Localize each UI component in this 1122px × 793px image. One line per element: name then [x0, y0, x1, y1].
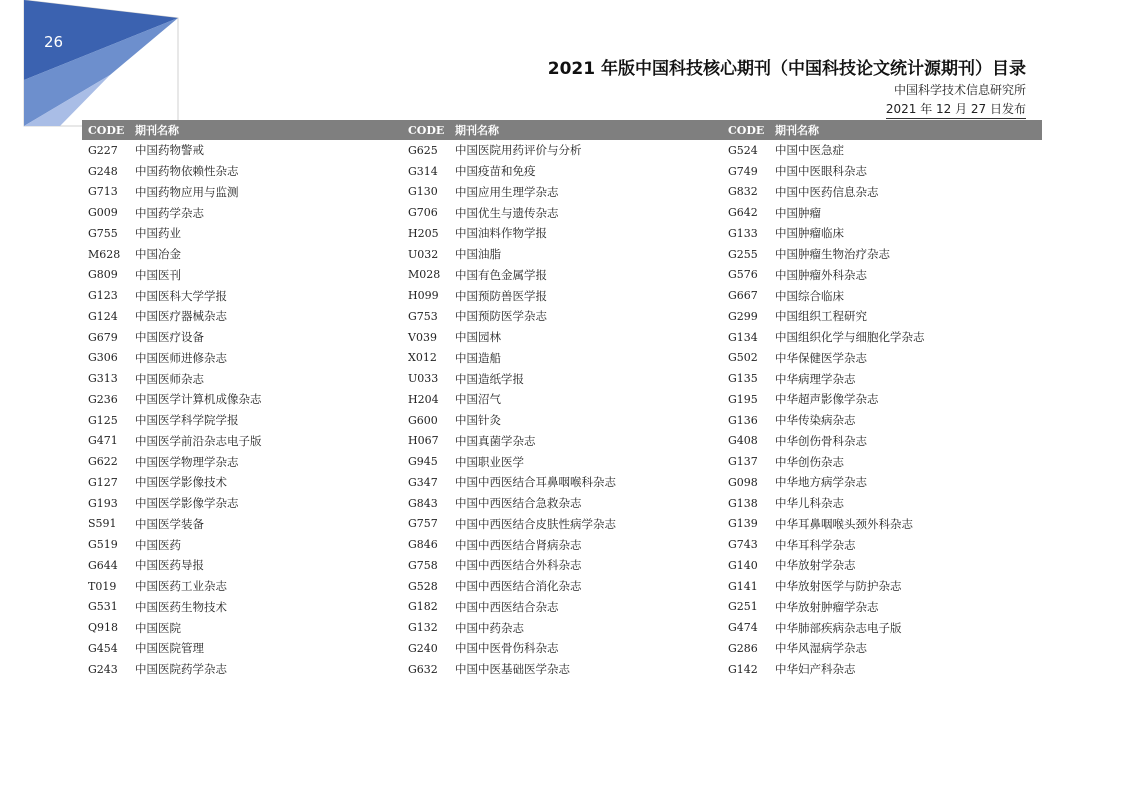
- table-row: [402, 555, 722, 576]
- table-row: [402, 306, 722, 327]
- header-name: 期刊名称: [775, 124, 819, 137]
- table-row: [82, 182, 402, 203]
- journal-code: G140: [728, 558, 758, 572]
- journal-name: 中国应用生理学杂志: [455, 184, 559, 199]
- table-row: [402, 389, 722, 410]
- journal-code: G454: [88, 641, 118, 655]
- journal-name: 中国中西医结合杂志: [455, 599, 559, 614]
- journal-code: Q918: [88, 621, 119, 635]
- journal-name: 中国中药杂志: [455, 620, 524, 635]
- table-row: [722, 368, 1042, 389]
- journal-name: 中国医刊: [135, 267, 181, 282]
- journal-name: 中国职业医学: [455, 454, 524, 469]
- journal-name: 中国冶金: [135, 247, 181, 262]
- table-row: [722, 617, 1042, 638]
- journal-code: G132: [408, 621, 438, 635]
- journal-code: H099: [408, 289, 439, 303]
- journal-code: H204: [408, 392, 439, 406]
- journal-name: 中华放射肿瘤学杂志: [775, 599, 879, 614]
- table-row: [402, 244, 722, 265]
- table-row: [722, 244, 1042, 265]
- journal-code: G474: [728, 621, 758, 635]
- journal-name: 中国医学影像技术: [135, 475, 227, 490]
- journal-code: G625: [408, 143, 438, 157]
- journal-name: 中国医学计算机成像杂志: [135, 392, 262, 407]
- table-row: [722, 431, 1042, 452]
- table-row: [82, 493, 402, 514]
- table-row: [82, 244, 402, 265]
- journal-code: G137: [728, 455, 758, 469]
- journal-code: G749: [728, 164, 758, 178]
- table-row: [402, 617, 722, 638]
- journal-name: 中国中西医结合外科杂志: [455, 558, 582, 573]
- journal-code: G524: [728, 143, 758, 157]
- journal-name: 中华地方病学杂志: [775, 475, 867, 490]
- journal-code: G753: [408, 309, 438, 323]
- journal-code: G136: [728, 413, 758, 427]
- table-row: [402, 140, 722, 161]
- journal-code: H067: [408, 434, 439, 448]
- journal-name: 中国组织工程研究: [775, 309, 867, 324]
- table-row: [402, 493, 722, 514]
- journal-code: V039: [408, 330, 437, 344]
- journal-code: G945: [408, 455, 438, 469]
- table-row: [82, 348, 402, 369]
- journal-code: G098: [728, 475, 758, 489]
- journal-code: G832: [728, 185, 758, 199]
- document-title: 2021 年版中国科技核心期刊（中国科技论文统计源期刊）目录: [547, 59, 1026, 79]
- table-row: [82, 389, 402, 410]
- journal-code: G632: [408, 662, 438, 676]
- table-row: [402, 659, 722, 680]
- journal-code: G347: [408, 475, 438, 489]
- journal-name: 中国真菌学杂志: [455, 433, 536, 448]
- page-number: 26: [44, 33, 64, 51]
- journal-code: G009: [88, 206, 118, 220]
- journal-name: 中华耳科学杂志: [775, 537, 856, 552]
- journal-name: 中国医师杂志: [135, 371, 204, 386]
- table-row: [722, 472, 1042, 493]
- journal-name: 中华风湿病学杂志: [775, 641, 867, 656]
- table-row: [82, 617, 402, 638]
- table-row: [402, 265, 722, 286]
- table-row: [82, 140, 402, 161]
- journal-code: G576: [728, 268, 758, 282]
- table-row: [82, 451, 402, 472]
- journal-name: 中国中医基础医学杂志: [455, 662, 570, 677]
- journal-code: G195: [728, 392, 758, 406]
- table-row: [82, 223, 402, 244]
- table-row: [82, 202, 402, 223]
- journal-code: G519: [88, 538, 118, 552]
- journal-code: G313: [88, 372, 118, 386]
- journal-code: G248: [88, 164, 118, 178]
- journal-name: 中华肺部疾病杂志电子版: [775, 620, 902, 635]
- journal-name: 中国中西医结合消化杂志: [455, 579, 582, 594]
- table-row: [82, 659, 402, 680]
- table-row: [402, 638, 722, 659]
- journal-code: U033: [408, 372, 439, 386]
- journal-code: G123: [88, 289, 118, 303]
- journal-code: G142: [728, 662, 758, 676]
- journal-code: G644: [88, 558, 118, 572]
- journal-name: 中国中医眼科杂志: [775, 164, 867, 179]
- table-row: [82, 285, 402, 306]
- journal-name: 中国预防兽医学报: [455, 288, 547, 303]
- journal-code: G227: [88, 143, 118, 157]
- journal-code: G141: [728, 579, 758, 593]
- table-column: [82, 140, 402, 680]
- journal-name: 中华放射医学与防护杂志: [775, 579, 902, 594]
- table-row: [402, 451, 722, 472]
- table-row: [82, 306, 402, 327]
- table-column: [402, 140, 722, 680]
- header-name: 期刊名称: [455, 124, 499, 137]
- corner-decoration: [0, 0, 200, 140]
- journal-code: G531: [88, 600, 118, 614]
- table-row: [722, 555, 1042, 576]
- table-row: [722, 659, 1042, 680]
- journal-code: G306: [88, 351, 118, 365]
- journal-code: G600: [408, 413, 438, 427]
- journal-name: 中华创伤杂志: [775, 454, 844, 469]
- journal-code: G755: [88, 226, 118, 240]
- table-row: [82, 576, 402, 597]
- journal-name: 中国针灸: [455, 413, 501, 428]
- table-row: [722, 182, 1042, 203]
- table-header: [82, 120, 1042, 140]
- journal-code: G743: [728, 538, 758, 552]
- table-row: [82, 431, 402, 452]
- header-code: CODE: [728, 123, 765, 137]
- journal-name: 中国有色金属学报: [455, 267, 547, 282]
- table-row: [82, 327, 402, 348]
- journal-name: 中国中西医结合皮肤性病学杂志: [455, 516, 616, 531]
- journal-name: 中国园林: [455, 330, 501, 345]
- journal-code: G471: [88, 434, 118, 448]
- table-row: [722, 161, 1042, 182]
- table-row: [722, 265, 1042, 286]
- journal-code: G251: [728, 600, 758, 614]
- header-group: [722, 122, 1042, 138]
- journal-name: 中华传染病杂志: [775, 413, 856, 428]
- table-row: [722, 493, 1042, 514]
- journal-name: 中国医学前沿杂志电子版: [135, 433, 262, 448]
- journal-name: 中国医学影像学杂志: [135, 496, 239, 511]
- journal-name: 中国综合临床: [775, 288, 844, 303]
- journal-code: G502: [728, 351, 758, 365]
- table-row: [402, 161, 722, 182]
- journal-name: 中国预防医学杂志: [455, 309, 547, 324]
- journal-name: 中华妇产科杂志: [775, 662, 856, 677]
- table-row: [82, 410, 402, 431]
- journal-name: 中国药业: [135, 226, 181, 241]
- journal-name: 中国中西医结合急救杂志: [455, 496, 582, 511]
- journal-code: G127: [88, 475, 118, 489]
- journal-code: G846: [408, 538, 438, 552]
- journal-code: G124: [88, 309, 118, 323]
- table-row: [402, 597, 722, 618]
- table-row: [722, 534, 1042, 555]
- table-row: [402, 514, 722, 535]
- journal-name: 中国医学科学院学报: [135, 413, 239, 428]
- journal-name: 中国中医急症: [775, 143, 844, 158]
- table-row: [82, 555, 402, 576]
- journal-name: 中国医药生物技术: [135, 599, 227, 614]
- table-row: [722, 410, 1042, 431]
- header-code: CODE: [408, 123, 445, 137]
- journal-name: 中国疫苗和免疫: [455, 164, 536, 179]
- table-row: [722, 223, 1042, 244]
- journal-name: 中国中西医结合耳鼻咽喉科杂志: [455, 475, 616, 490]
- journal-name: 中国中医骨伤科杂志: [455, 641, 559, 656]
- table-body: [82, 140, 1042, 680]
- table-row: [722, 140, 1042, 161]
- publisher-org: 中国科学技术信息研究所: [893, 83, 1026, 97]
- table-row: [722, 202, 1042, 223]
- journal-code: G843: [408, 496, 438, 510]
- journal-code: G134: [728, 330, 758, 344]
- table-row: [402, 202, 722, 223]
- table-row: [402, 368, 722, 389]
- journal-code: G713: [88, 185, 118, 199]
- table-row: [402, 576, 722, 597]
- document-header: [548, 58, 1026, 119]
- journal-table: [82, 120, 1042, 680]
- header-group: [402, 122, 722, 138]
- publish-date: 2021 年 12 月 27 日发布: [886, 101, 1026, 119]
- table-row: [82, 265, 402, 286]
- journal-code: G240: [408, 641, 438, 655]
- journal-code: G138: [728, 496, 758, 510]
- table-row: [402, 472, 722, 493]
- header-code: CODE: [88, 123, 125, 137]
- journal-name: 中国医药工业杂志: [135, 579, 227, 594]
- journal-code: G133: [728, 226, 758, 240]
- journal-code: G679: [88, 330, 118, 344]
- table-row: [402, 182, 722, 203]
- journal-name: 中华放射学杂志: [775, 558, 856, 573]
- journal-code: G667: [728, 289, 758, 303]
- table-row: [722, 514, 1042, 535]
- journal-code: G130: [408, 185, 438, 199]
- journal-code: G706: [408, 206, 438, 220]
- table-row: [722, 576, 1042, 597]
- table-column: [722, 140, 1042, 680]
- journal-code: G255: [728, 247, 758, 261]
- table-row: [82, 638, 402, 659]
- journal-name: 中华耳鼻咽喉头颈外科杂志: [775, 516, 913, 531]
- table-row: [722, 327, 1042, 348]
- journal-name: 中国医学装备: [135, 516, 204, 531]
- journal-code: M628: [88, 247, 121, 261]
- journal-code: G528: [408, 579, 438, 593]
- table-row: [402, 327, 722, 348]
- journal-name: 中国医院管理: [135, 641, 204, 656]
- journal-name: 中国医疗设备: [135, 330, 204, 345]
- table-row: [402, 431, 722, 452]
- journal-name: 中国肿瘤外科杂志: [775, 267, 867, 282]
- table-row: [722, 348, 1042, 369]
- journal-name: 中国药物警戒: [135, 143, 204, 158]
- journal-name: 中国油料作物学报: [455, 226, 547, 241]
- journal-code: U032: [408, 247, 439, 261]
- journal-code: G125: [88, 413, 118, 427]
- journal-name: 中国医疗器械杂志: [135, 309, 227, 324]
- journal-name: 中华创伤骨科杂志: [775, 433, 867, 448]
- journal-name: 中华儿科杂志: [775, 496, 844, 511]
- table-row: [402, 223, 722, 244]
- journal-code: G408: [728, 434, 758, 448]
- journal-name: 中国药物应用与监测: [135, 184, 239, 199]
- journal-name: 中国医院药学杂志: [135, 662, 227, 677]
- journal-name: 中国医院用药评价与分析: [455, 143, 582, 158]
- journal-name: 中国优生与遗传杂志: [455, 205, 559, 220]
- table-row: [82, 514, 402, 535]
- journal-code: G622: [88, 455, 118, 469]
- journal-code: X012: [408, 351, 437, 365]
- table-row: [82, 597, 402, 618]
- table-row: [722, 306, 1042, 327]
- journal-name: 中国医药: [135, 537, 181, 552]
- journal-code: G299: [728, 309, 758, 323]
- journal-name: 中华病理学杂志: [775, 371, 856, 386]
- journal-name: 中国造船: [455, 350, 501, 365]
- journal-code: T019: [88, 579, 117, 593]
- journal-code: G286: [728, 641, 758, 655]
- journal-name: 中国医师进修杂志: [135, 350, 227, 365]
- journal-name: 中国肿瘤生物治疗杂志: [775, 247, 890, 262]
- table-row: [402, 285, 722, 306]
- journal-code: G314: [408, 164, 438, 178]
- journal-code: G182: [408, 600, 438, 614]
- journal-name: 中国组织化学与细胞化学杂志: [775, 330, 925, 345]
- journal-name: 中国造纸学报: [455, 371, 524, 386]
- table-row: [82, 472, 402, 493]
- table-row: [402, 410, 722, 431]
- table-row: [722, 285, 1042, 306]
- journal-name: 中华超声影像学杂志: [775, 392, 879, 407]
- journal-name: 中国肿瘤: [775, 205, 821, 220]
- table-row: [722, 597, 1042, 618]
- journal-code: G193: [88, 496, 118, 510]
- journal-code: S591: [88, 517, 117, 531]
- journal-code: G135: [728, 372, 758, 386]
- journal-name: 中国药物依赖性杂志: [135, 164, 239, 179]
- journal-name: 中国药学杂志: [135, 205, 204, 220]
- journal-code: G236: [88, 392, 118, 406]
- header-group: [82, 122, 402, 138]
- journal-code: G139: [728, 517, 758, 531]
- journal-code: G809: [88, 268, 118, 282]
- table-row: [722, 451, 1042, 472]
- table-row: [82, 368, 402, 389]
- journal-name: 中国医学物理学杂志: [135, 454, 239, 469]
- table-row: [82, 534, 402, 555]
- table-row: [722, 638, 1042, 659]
- journal-name: 中国医药导报: [135, 558, 204, 573]
- journal-code: H205: [408, 226, 439, 240]
- journal-name: 中国医院: [135, 620, 181, 635]
- table-row: [402, 534, 722, 555]
- table-row: [82, 161, 402, 182]
- journal-name: 中国肿瘤临床: [775, 226, 844, 241]
- journal-name: 中国医科大学学报: [135, 288, 227, 303]
- journal-code: G642: [728, 206, 758, 220]
- table-row: [722, 389, 1042, 410]
- journal-name: 中华保健医学杂志: [775, 350, 867, 365]
- journal-code: G758: [408, 558, 438, 572]
- journal-name: 中国中医药信息杂志: [775, 184, 879, 199]
- journal-code: G243: [88, 662, 118, 676]
- header-name: 期刊名称: [135, 124, 179, 137]
- journal-code: G757: [408, 517, 438, 531]
- journal-name: 中国油脂: [455, 247, 501, 262]
- journal-name: 中国中西医结合肾病杂志: [455, 537, 582, 552]
- journal-name: 中国沼气: [455, 392, 501, 407]
- table-row: [402, 348, 722, 369]
- journal-code: M028: [408, 268, 441, 282]
